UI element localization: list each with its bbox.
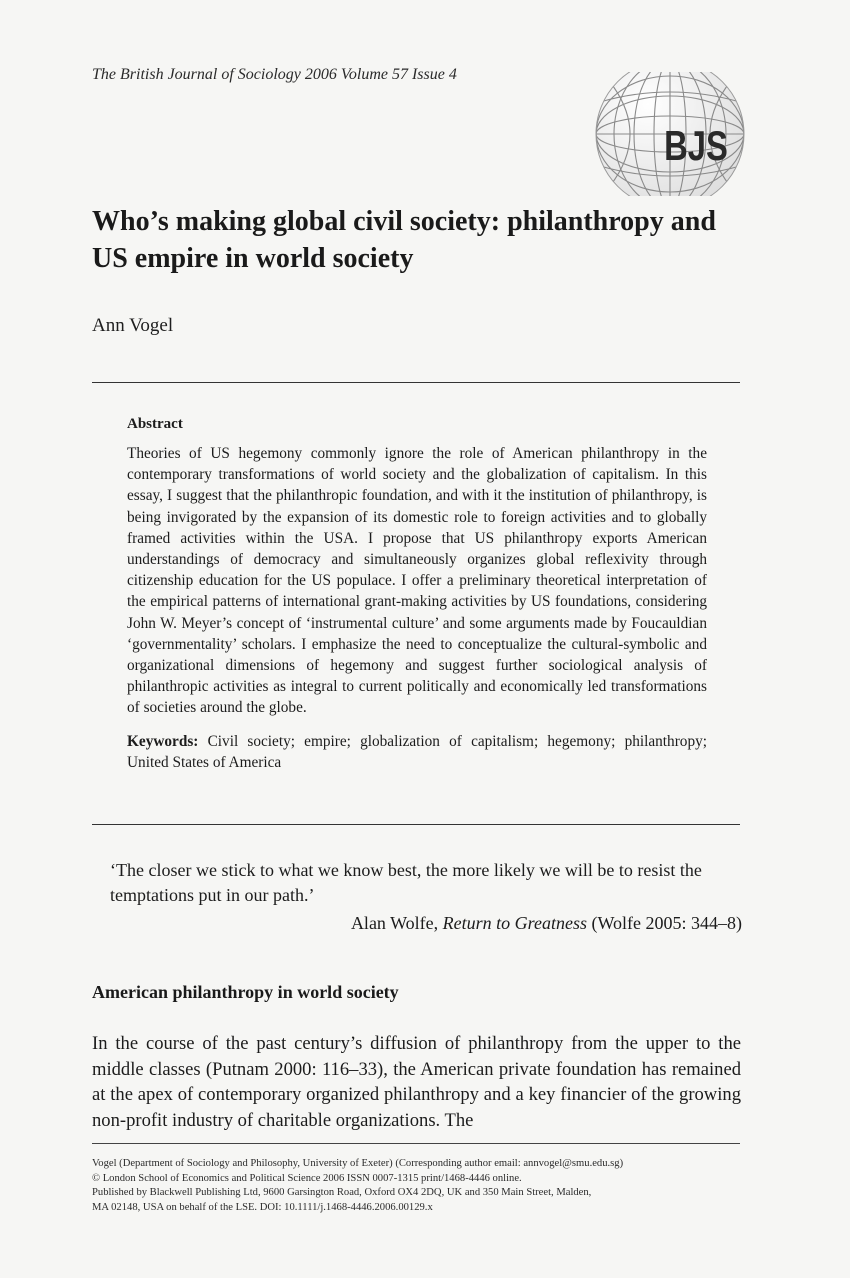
divider xyxy=(92,824,740,825)
article-author: Ann Vogel xyxy=(92,315,174,336)
bjs-globe-logo xyxy=(590,72,746,196)
epigraph-book: Return to Greatness xyxy=(442,913,587,933)
body-paragraph: In the course of the past century’s diffusion of philanthropy from the upper to the middle classes (Putnam 2000: 116–33), the American private foundation has remained at the apex of contemporary organized philanthropy and a key financier of the growing non-profit industry of charitable organizations. The xyxy=(92,1033,741,1131)
abstract-block xyxy=(127,413,707,773)
epigraph-quote: ‘The closer we stick to what we know best, the more likely we will be to resist the temptations put in our path.’ xyxy=(110,860,702,905)
keywords-list: Civil society; empire; globalization of capitalism; hegemony; philanthropy; United States of America xyxy=(127,732,707,771)
epigraph-citation xyxy=(110,910,742,936)
keywords-label: Keywords: xyxy=(127,732,199,750)
article-title: Who’s making global civil society: philanthropy and US empire in world society xyxy=(92,206,716,274)
section-heading: American philanthropy in world society xyxy=(92,982,399,1002)
footnote-divider xyxy=(92,1143,740,1144)
bjs-logo-text: BJS xyxy=(664,122,728,169)
epigraph-reference: (Wolfe 2005: 344–8) xyxy=(586,913,742,933)
epigraph-author: Alan Wolfe, xyxy=(350,913,443,933)
doi-line: MA 02148, USA on behalf of the LSE. DOI: 10.1111/j.1468-4446.2006.00129.x xyxy=(92,1201,433,1213)
abstract-text: Theories of US hegemony commonly ignore the role of American philanthropy in the contemporary transformations of world society and the globalization of capitalism. In this essay, I suggest that the philanthropic foundation, and with it the institution of philanthropy, is being invigorated by the expansion of its domestic role to foreign activities and to globally framed activities within the USA. I propose that US philanthropy exports American understandings of democracy and simultaneously organizes global reflexivity through citizenship education for the US populace. I offer a preliminary theoretical interpretation of the empirical patterns of international grant-making activities by US foundations, considering John W. Meyer’s concept of ‘instrumental culture’ and some arguments made by Foucauldian ‘governmentality’ scholars. I emphasize the need to conceptualize the cultural-symbolic and organizational dimensions of hegemony and suggest further sociological analysis of philanthropic activities as integral to current politically and economically led transformations of societies around the globe. xyxy=(127,445,707,717)
author-affiliation: Vogel (Department of Sociology and Philosophy, University of Exeter) (Corresponding author email: annvogel@smu.edu.sg) xyxy=(92,1158,624,1169)
footnote xyxy=(92,1157,742,1215)
publisher-line: Published by Blackwell Publishing Ltd, 9600 Garsington Road, Oxford OX4 2DQ, UK and 350 Main Street, Malden, xyxy=(92,1187,592,1198)
copyright-line: © London School of Economics and Political Science 2006 ISSN 0007-1315 print/1468-4446 online. xyxy=(92,1172,522,1184)
abstract-heading: Abstract xyxy=(127,416,183,432)
keywords xyxy=(127,731,707,773)
epigraph xyxy=(110,858,742,936)
journal-citation: The British Journal of Sociology 2006 Volume 57 Issue 4 xyxy=(92,66,457,83)
divider xyxy=(92,382,740,383)
